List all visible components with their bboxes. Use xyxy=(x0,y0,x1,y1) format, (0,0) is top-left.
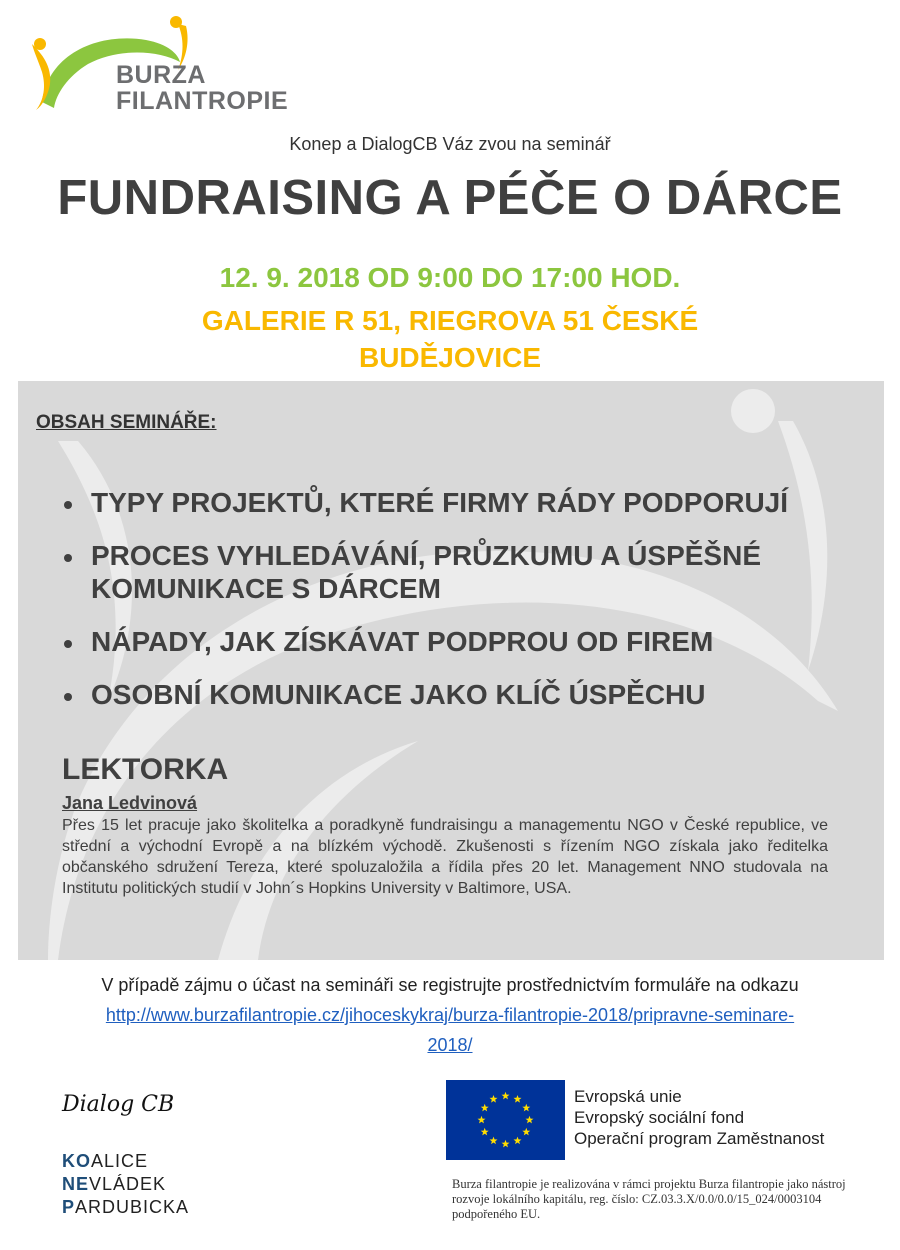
topic-text: NÁPADY, JAK ZÍSKÁVAT PODPROU OD FIREM xyxy=(91,626,714,657)
topic-text: OSOBNÍ KOMUNIKACE JAKO KLÍČ ÚSPĚCHU xyxy=(91,679,706,710)
logo-text-filantropie: FILANTROPIE xyxy=(116,87,289,115)
koalice-logo xyxy=(62,1150,189,1219)
bullet-icon xyxy=(64,501,72,509)
eu-star-icon xyxy=(514,1095,522,1103)
eu-star-icon xyxy=(514,1137,522,1145)
list-item xyxy=(60,678,820,711)
eu-star-icon xyxy=(526,1116,534,1124)
bullet-icon xyxy=(64,693,72,701)
eu-line: Evropský sociální fond xyxy=(574,1108,745,1127)
eu-star-icon xyxy=(490,1095,498,1103)
invitation-text: Konep a DialogCB Váz zvou na seminář xyxy=(289,134,611,154)
eu-line: Evropská unie xyxy=(574,1087,682,1106)
burza-filantropie-logo xyxy=(28,14,289,118)
lecturer-heading: LEKTORKA xyxy=(62,753,229,786)
list-item xyxy=(60,486,820,519)
koalice-line: KOALICE xyxy=(62,1151,149,1171)
eu-star-icon xyxy=(522,1128,530,1136)
registration-text: V případě zájmu o účast na semináři se registrujte prostřednictvím formuláře na odkazu xyxy=(101,975,799,995)
content-heading: OBSAH SEMINÁŘE: xyxy=(36,412,217,433)
eu-stars-icon xyxy=(446,1080,565,1160)
eu-star-icon xyxy=(478,1116,486,1124)
list-item xyxy=(60,625,820,658)
funding-note: Burza filantropie je realizována v rámci projektu Burza filantropie jako nástroj rozvoje lokálního kapitálu, reg. číslo: CZ.03.3.X/0.0/0.0/15_024/0003104 podpořeného EU. xyxy=(452,1177,846,1221)
logo-text-burza: BURZA xyxy=(116,61,206,89)
lecturer-bio: Přes 15 let pracuje jako školitelka a poradkyně fundraisingu a managementu NGO v České republice, ve střední a východní Evropě a na blízkém východě. Zkušenosti s řízením NGO získala jako ředitelka občanského sdružení Tereza, které spoluzaložila a řídila přes 20 let. Management NNO studovala na Institutu politických studií v John´s Hopkins University v Baltimore, USA. xyxy=(62,817,828,897)
eu-star-icon xyxy=(481,1104,489,1112)
eu-text xyxy=(574,1086,824,1149)
seminar-title: FUNDRAISING A PÉČE O DÁRCE xyxy=(57,171,843,225)
koalice-line: PARDUBICKA xyxy=(62,1197,190,1217)
registration-note xyxy=(90,970,810,1060)
eu-star-icon xyxy=(522,1104,530,1112)
eu-star-icon xyxy=(481,1128,489,1136)
eu-flag-icon xyxy=(446,1080,565,1160)
lecturer-name: Jana Ledvinová xyxy=(62,793,198,813)
eu-star-icon xyxy=(502,1092,510,1100)
list-item xyxy=(60,539,820,605)
eu-line: Operační program Zaměstnanost xyxy=(574,1129,825,1148)
topic-text: TYPY PROJEKTŮ, KTERÉ FIRMY RÁDY PODPORUJÍ xyxy=(91,487,789,518)
topic-text: PROCES VYHLEDÁVÁNÍ, PRŮZKUMU A ÚSPĚŠNÉ KOMUNIKACE S DÁRCEM xyxy=(91,540,762,604)
bullet-icon xyxy=(64,640,72,648)
eu-star-icon xyxy=(490,1137,498,1145)
eu-star-icon xyxy=(502,1140,510,1148)
seminar-date: 12. 9. 2018 OD 9:00 DO 17:00 HOD. xyxy=(219,262,681,293)
koalice-line: NEVLÁDEK xyxy=(62,1174,167,1194)
topics-list xyxy=(60,486,820,731)
registration-link[interactable]: http://www.burzafilantropie.cz/jihoceskykraj/burza-filantropie-2018/pripravne-seminare-2018/ xyxy=(105,1005,795,1055)
seminar-place: GALERIE R 51, RIEGROVA 51 ČESKÉ BUDĚJOVICE xyxy=(201,305,699,373)
dialog-cb-logo: Dialog CB xyxy=(62,1092,175,1117)
bullet-icon xyxy=(64,554,72,562)
